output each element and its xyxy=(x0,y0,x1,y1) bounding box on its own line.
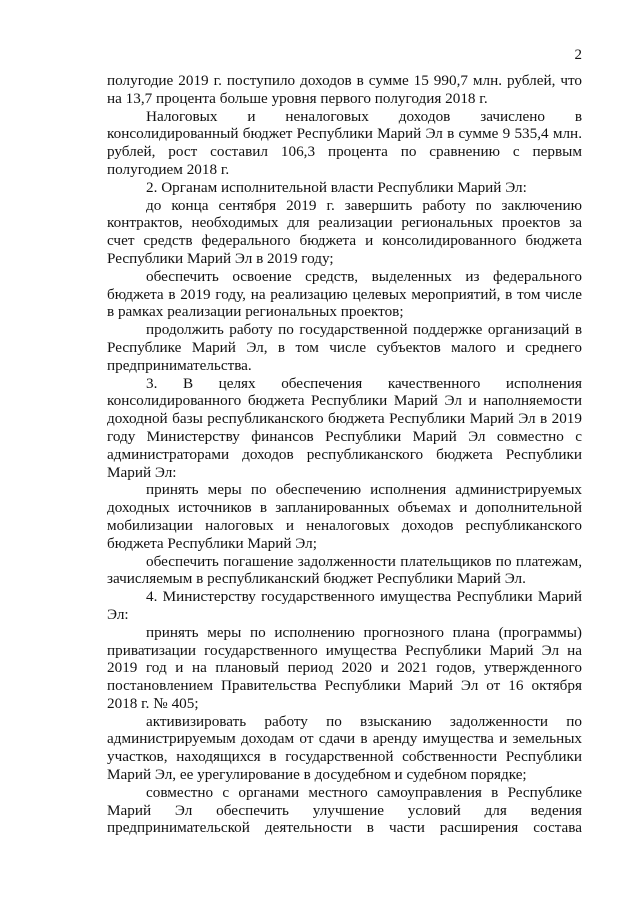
paragraph: обеспечить освоение средств, выделенных из федерального бюджета в 2019 году, на реализацию целевых мероприятий, в том числе в рамках реализации региональных проектов; xyxy=(107,267,582,321)
paragraph: 4. Министерству государственного имущества Республики Марий Эл: xyxy=(107,588,582,623)
paragraph: 3. В целях обеспечения качественного исполнения консолидированного бюджета Республики Марий Эл и наполняемости доходной базы республиканского бюджета Республики Марий Эл в 2019 году Министерству финансов Республики Марий Эл совместно с администраторами доходов республиканского бюджета Республики Марий Эл: xyxy=(107,374,582,481)
paragraph: Налоговых и неналоговых доходов зачислено в консолидированный бюджет Республики Марий Эл в сумме 9 535,4 млн. рублей, рост составил 106,3 процента по сравнению с первым полугодием 2018 г. xyxy=(107,107,582,178)
paragraph: полугодие 2019 г. поступило доходов в сумме 15 990,7 млн. рублей, что на 13,7 процента больше уровня первого полугодия 2018 г. xyxy=(107,72,582,107)
paragraph: принять меры по исполнению прогнозного плана (программы) приватизации государственного имущества Республики Марий Эл на 2019 год и на плановый период 2020 и 2021 годов, утвержденного постановлением Правительства Республики Марий Эл от 16 октября 2018 г. № 405; xyxy=(107,623,582,712)
paragraph: активизировать работу по взысканию задолженности по администрируемым доходам от сдачи в аренду имущества и земельных участков, находящихся в государственной собственности Республики Марий Эл, ее урегулирование в досудебном и судебном порядке; xyxy=(107,712,582,784)
paragraph: продолжить работу по государственной поддержке организаций в Республике Марий Эл, в том числе субъектов малого и среднего предпринимательства. xyxy=(107,321,582,374)
paragraph: до конца сентября 2019 г. завершить работу по заключению контрактов, необходимых для реализации региональных проектов за счет средств федерального бюджета и консолидированного бюджета Республики Марий Эл в 2019 году; xyxy=(107,196,582,267)
paragraph: обеспечить погашение задолженности плательщиков по платежам, зачисляемым в республиканский бюджет Республики Марий Эл. xyxy=(107,552,582,588)
paragraph: совместно с органами местного самоуправления в Республике Марий Эл обеспечить улучшение условий для ведения предпринимательской деятельности в части расширения состава xyxy=(107,783,582,837)
document-body xyxy=(107,72,582,837)
page-number: 2 xyxy=(574,47,582,63)
paragraph: 2. Органам исполнительной власти Республики Марий Эл: xyxy=(146,178,527,196)
paragraph: принять меры по обеспечению исполнения администрируемых доходных источников в запланированных объемах и дополнительной мобилизации налоговых и неналоговых доходов республиканского бюджета Республики Марий Эл; xyxy=(107,481,582,552)
